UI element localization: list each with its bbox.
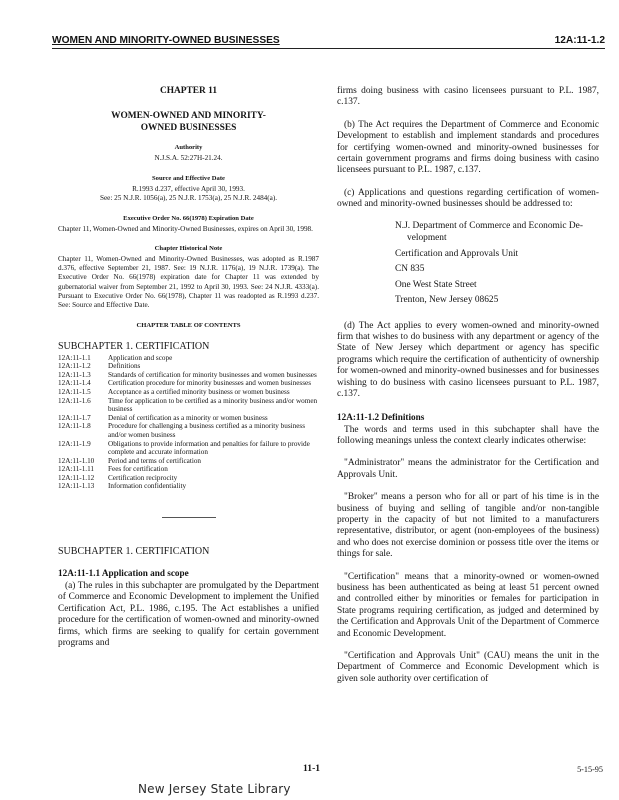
toc-entry: 12A:11-1.11 Fees for certification (58, 465, 168, 474)
toc-entry: 12A:11-1.10 Period and terms of certification (58, 456, 202, 465)
address-line: Trenton, New Jersey 08625 (395, 295, 499, 306)
toc-entry: 12A:11-1.12 Certification reciprocity (58, 473, 178, 482)
section-1-1-paragraph-a: (a) The rules in this subchapter are promulgated by the Department of Commerce and Economic Development to implement the Unified Certification Act, P.L. 1986, c.195. The Act establishes a unified procedure for the certification of women-owned and minority-owned firms, which firms are seeking to qualify for certain government programs and (58, 581, 319, 649)
toc-entry: 12A:11-1.9 Obligations to provide information and penalties for failure to provide complete and accurate information (58, 439, 310, 457)
paragraph-d: (d) The Act applies to every women-owned and minority-owned firm that wishes to do business with any department or agency of the State of New Jersey which department or agency has specific programs which require the certification of authenticity of ownership for women-owned and minority-owned businesses and for businesses wishing to do business with casino licensees pursuant to P.L. 1987, c.137. (337, 320, 599, 400)
running-head-title: WOMEN AND MINORITY-OWNED BUSINESSES (52, 35, 280, 46)
definition-administrator: "Administrator" means the administrator for the Certification and Approvals Unit. (337, 458, 599, 480)
authority-heading: Authority (174, 144, 203, 151)
source-line-1: R.1993 d.237, effective April 30, 1993. (132, 184, 245, 193)
toc-entry: 12A:11-1.1 Application and scope (58, 353, 173, 362)
toc-entry: 12A:11-1.13 Information confidentiality (58, 482, 187, 491)
page-number: 11-1 (303, 763, 321, 774)
executive-order-heading: Executive Order No. 66(1978) Expiration Date (123, 214, 254, 222)
paragraph-c: (c) Applications and questions regarding certification of women-owned and minority-owned businesses should be addressed to: (337, 187, 599, 210)
toc-entry: 12A:11-1.4 Certification procedure for minority businesses and women businesses (58, 379, 312, 388)
definition-certification: "Certification" means that a minority-owned or women-owned business has been authenticated as being at least 51 percent owned and controlled either by minorities or females for participation in State programs requiring certification, as judged and determined by the Certification and Approvals Unit of the Department of Commerce and Economic Development. (337, 571, 599, 639)
chapter-title (58, 110, 319, 134)
authority-text: N.J.S.A. 52:27H-21.24. (154, 154, 223, 162)
running-head (52, 34, 605, 49)
chapter-title-line-2: OWNED BUSINESSES (140, 123, 237, 133)
toc-entry: 12A:11-1.5 Acceptance as a certified minority business or women business (58, 387, 290, 396)
toc-entry: 12A:11-1.7 Denial of certification as a minority or women business (58, 413, 268, 422)
toc-subchapter: SUBCHAPTER 1. CERTIFICATION (58, 340, 210, 352)
definitions-intro: The words and terms used in this subchapter shall have the following meanings unless the context clearly indicates otherwise: (337, 424, 599, 446)
definition-cau: "Certification and Approvals Unit" (CAU) means the unit in the Department of Commerce and Economic Development which is given sole authority over certification of (337, 651, 599, 684)
right-column (337, 86, 599, 685)
revision-date: 5-15-95 (577, 765, 603, 774)
address-line: Certification and Approvals Unit (395, 248, 519, 259)
section-1-2-heading: 12A:11-1.2 Definitions (337, 411, 425, 422)
section-1-1-heading: 12A:11-1.1 Application and scope (58, 568, 189, 579)
paragraph-a-continued: firms doing business with casino licensees pursuant to P.L. 1987, c.137. (337, 86, 599, 108)
address-line: N.J. Department of Commerce and Economic De- velopment (395, 220, 583, 244)
running-head-section: 12A:11-1.2 (554, 35, 605, 46)
left-column (58, 86, 319, 650)
paragraph-b: (b) The Act requires the Department of Commerce and Economic Development to establish and implement standards and procedures for certifying women-owned and minority-owned businesses for certain government programs and firms doing business with casino licensees pursuant to P.L. 1987, c.137. (337, 119, 599, 176)
definition-broker: "Broker" means a person who for all or part of his time is in the business of buying and selling of tangible and/or non-tangible property in the capacity of but not limited to a manufacturers representative, distributor, or agent (non-employees of the business) and who does not exercise dominion or possess title over the items or things for sale. (337, 492, 599, 560)
subchapter-heading: SUBCHAPTER 1. CERTIFICATION (58, 546, 210, 558)
section-divider (162, 517, 216, 518)
library-stamp: New Jersey State Library (138, 782, 291, 796)
chapter-title-line-1: WOMEN-OWNED AND MINORITY- (111, 111, 266, 121)
mailing-address (395, 220, 599, 307)
toc-entry: 12A:11-1.2 Definitions (58, 362, 141, 371)
address-line: CN 835 (395, 264, 425, 275)
toc-heading: CHAPTER TABLE OF CONTENTS (136, 321, 241, 329)
address-line: One West State Street (395, 279, 477, 290)
toc-entry: 12A:11-1.6 Time for application to be certified as a minority business and/or women business (58, 396, 318, 414)
toc-entry: 12A:11-1.3 Standards of certification for minority businesses and women businesses (58, 370, 317, 379)
historical-note-heading: Chapter Historical Note (154, 244, 223, 252)
source-line-2: See: 25 N.J.R. 1056(a), 25 N.J.R. 1753(a), 25 N.J.R. 2484(a). (99, 194, 278, 202)
executive-order-text: Chapter 11, Women-Owned and Minority-Owned Businesses, expires on April 30, 1998. (58, 224, 313, 233)
chapter-number: CHAPTER 11 (159, 86, 218, 96)
historical-note-text: Chapter 11, Women-Owned and Minority-Owned Businesses, was adopted as R.1987 d.376, effective September 21, 1987. See: 19 N.J.R. 1176(a), 19 N.J.R. 1739(a). The Executive Order No. 66(1978) expiration date for Chapter 11 was extended by gubernatorial waiver from September 21, 1992 to April 30, 1993. See: 24 N.J.R. 4333(a). Pursuant to Executive Order No. 66(1978), Chapter 11 was readopted as R.1993 d.237. See: Source and Effective Date. (58, 254, 319, 310)
toc-entry: 12A:11-1.8 Procedure for challenging a business certified as a minority business and/or women business (58, 422, 306, 439)
source-heading: Source and Effective Date (152, 174, 225, 182)
toc-list (58, 354, 319, 492)
